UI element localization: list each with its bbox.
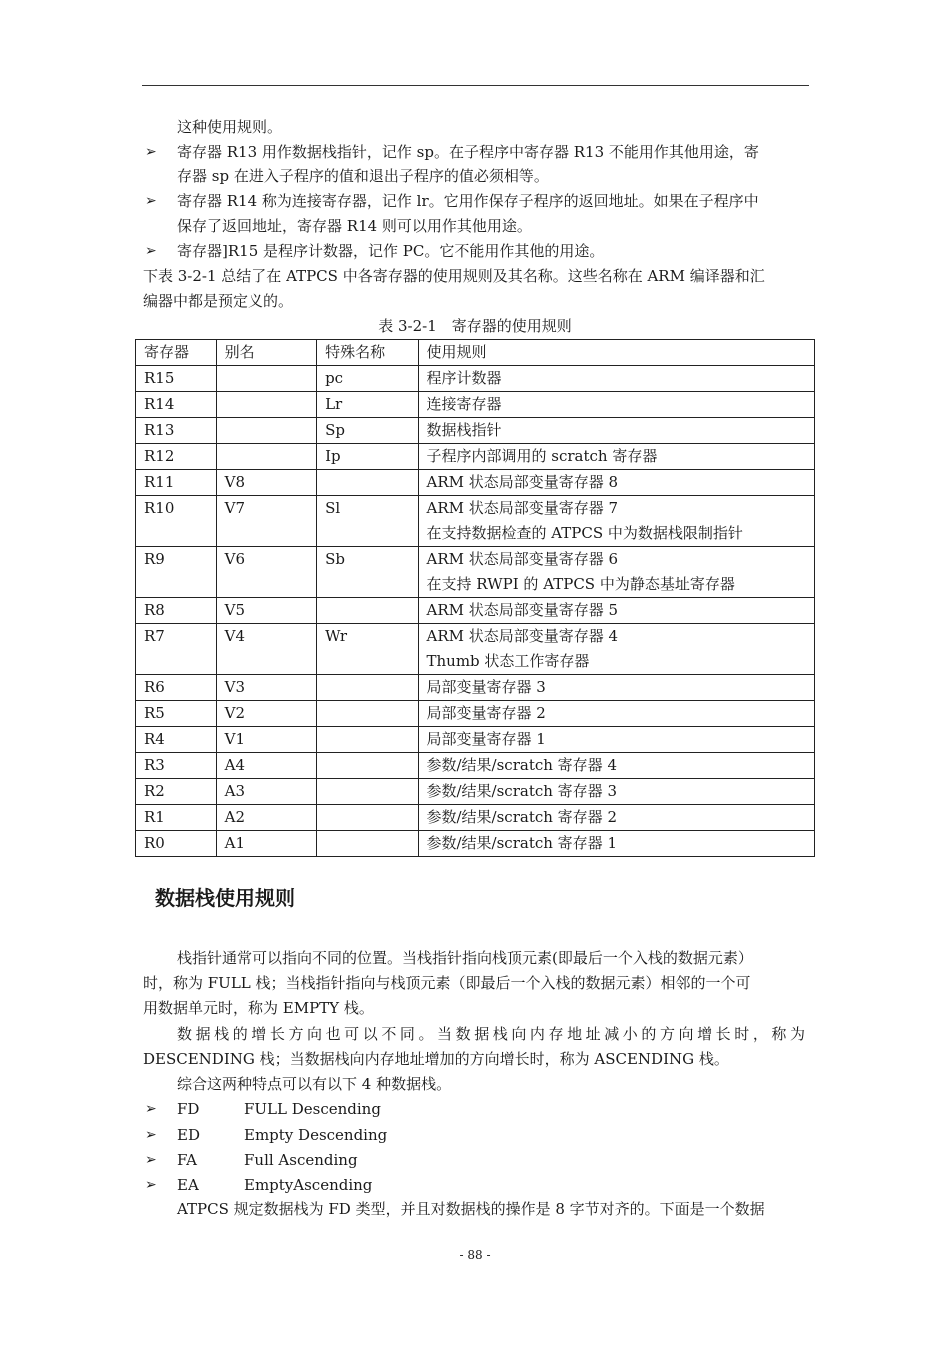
register-cell: R7 — [136, 624, 217, 675]
alias-cell: V7 — [216, 496, 316, 547]
stack-type-abbr: FD — [177, 1100, 200, 1118]
register-cell: R9 — [136, 547, 217, 598]
table-row — [136, 831, 815, 857]
para2-line1: 数据栈的增长方向也可以不同。当数据栈向内存地址减小的方向增长时，称为 — [177, 1025, 805, 1043]
bullet-r14-line1: 寄存器 R14 称为连接寄存器，记作 lr。它用作保存子程序的返回地址。如果在子程序中 — [177, 192, 759, 210]
bullet-arrow-icon: ➢ — [145, 1177, 157, 1193]
stack-type-name: FULL Descending — [244, 1100, 381, 1118]
usage-line-2: 在支持 RWPI 的 ATPCS 中为静态基址寄存器 — [426, 575, 735, 593]
para2-line2: DESCENDING 栈；当数据栈向内存地址增加的方向增长时，称为 ASCENDING 栈。 — [143, 1050, 729, 1068]
usage-line: 局部变量寄存器 1 — [426, 730, 546, 748]
summary-line1: 下表 3-2-1 总结了在 ATPCS 中各寄存器的使用规则及其名称。这些名称在 ARM 编译器和汇 — [143, 267, 765, 285]
bullet-arrow-icon: ➢ — [145, 1101, 157, 1117]
table-header-row — [136, 340, 815, 366]
table-row — [136, 418, 815, 444]
table-row — [136, 753, 815, 779]
special-name-cell — [317, 779, 418, 805]
table-row — [136, 624, 815, 675]
bullet-arrow-icon: ➢ — [145, 1127, 157, 1143]
register-cell: R3 — [136, 753, 217, 779]
usage-cell — [418, 444, 815, 470]
table-row — [136, 779, 815, 805]
table-row — [136, 496, 815, 547]
para1-line3: 用数据单元时，称为 EMPTY 栈。 — [143, 999, 374, 1017]
table-row — [136, 392, 815, 418]
special-name-cell: pc — [317, 366, 418, 392]
alias-cell: V6 — [216, 547, 316, 598]
para3: 综合这两种特点可以有以下 4 种数据栈。 — [177, 1075, 452, 1093]
register-cell: R15 — [136, 366, 217, 392]
header-cell: 特殊名称 — [317, 340, 418, 366]
special-name-cell — [317, 701, 418, 727]
usage-line: 参数/结果/scratch 寄存器 4 — [426, 756, 617, 774]
alias-cell: A2 — [216, 805, 316, 831]
usage-line: 连接寄存器 — [426, 395, 502, 413]
alias-cell — [216, 366, 316, 392]
header-cell: 使用规则 — [418, 340, 815, 366]
stack-type-name: Empty Descending — [244, 1126, 388, 1144]
usage-cell — [418, 418, 815, 444]
usage-cell — [418, 779, 815, 805]
para4: ATPCS 规定数据栈为 FD 类型，并且对数据栈的操作是 8 字节对齐的。下面是一个数据 — [177, 1200, 765, 1218]
usage-line: 参数/结果/scratch 寄存器 1 — [426, 834, 617, 852]
table-row — [136, 444, 815, 470]
para1-line1: 栈指针通常可以指向不同的位置。当栈指针指向栈顶元素(即最后一个入栈的数据元素） — [177, 949, 753, 967]
alias-cell: V8 — [216, 470, 316, 496]
special-name-cell — [317, 831, 418, 857]
table-row — [136, 598, 815, 624]
special-name-cell — [317, 470, 418, 496]
special-name-cell — [317, 753, 418, 779]
table-row — [136, 366, 815, 392]
alias-cell: A3 — [216, 779, 316, 805]
stack-type-name: EmptyAscending — [244, 1176, 373, 1194]
bullet-r14-line2: 保存了返回地址，寄存器 R14 则可以用作其他用途。 — [177, 217, 532, 235]
usage-cell — [418, 675, 815, 701]
usage-line: 子程序内部调用的 scratch 寄存器 — [426, 447, 658, 465]
bullet-r15-line1: 寄存器]R15 是程序计数器，记作 PC。它不能用作其他的用途。 — [177, 242, 605, 260]
table-row — [136, 470, 815, 496]
usage-line: ARM 状态局部变量寄存器 6 — [426, 550, 619, 568]
alias-cell — [216, 444, 316, 470]
bullet-arrow-icon: ➢ — [145, 243, 157, 259]
alias-cell: V2 — [216, 701, 316, 727]
register-cell: R0 — [136, 831, 217, 857]
usage-line: 数据栈指针 — [426, 421, 502, 439]
stack-type-abbr: ED — [177, 1126, 200, 1144]
special-name-cell: Lr — [317, 392, 418, 418]
usage-line: 程序计数器 — [426, 369, 502, 387]
special-name-cell — [317, 598, 418, 624]
summary-line2: 编器中都是预定义的。 — [143, 292, 294, 310]
header-cell: 别名 — [216, 340, 316, 366]
register-cell: R1 — [136, 805, 217, 831]
alias-cell: V4 — [216, 624, 316, 675]
intro-line: 这种使用规则。 — [177, 118, 283, 136]
header-cell: 寄存器 — [136, 340, 217, 366]
alias-cell: V5 — [216, 598, 316, 624]
register-cell: R12 — [136, 444, 217, 470]
usage-line: 参数/结果/scratch 寄存器 3 — [426, 782, 617, 800]
usage-cell — [418, 470, 815, 496]
usage-cell — [418, 547, 815, 598]
para1-line2: 时，称为 FULL 栈；当栈指针指向与栈顶元素（即最后一个入栈的数据元素）相邻的一个可 — [143, 974, 751, 992]
bullet-arrow-icon: ➢ — [145, 1152, 157, 1168]
usage-cell — [418, 727, 815, 753]
usage-cell — [418, 496, 815, 547]
table-row — [136, 805, 815, 831]
register-cell: R11 — [136, 470, 217, 496]
register-cell: R6 — [136, 675, 217, 701]
bullet-r13-line2: 存器 sp 在进入子程序的值和退出子程序的值必须相等。 — [177, 167, 549, 185]
usage-line: ARM 状态局部变量寄存器 4 — [426, 627, 619, 645]
usage-line: 局部变量寄存器 3 — [426, 678, 546, 696]
bullet-arrow-icon: ➢ — [145, 144, 157, 160]
stack-type-abbr: EA — [177, 1176, 199, 1194]
special-name-cell: Sb — [317, 547, 418, 598]
usage-line-2: 在支持数据检查的 ATPCS 中为数据栈限制指针 — [426, 524, 743, 542]
section-heading: 数据栈使用规则 — [155, 886, 295, 910]
table-caption: 表 3-2-1 寄存器的使用规则 — [378, 317, 572, 335]
special-name-cell: Wr — [317, 624, 418, 675]
alias-cell — [216, 392, 316, 418]
usage-cell — [418, 624, 815, 675]
register-cell: R2 — [136, 779, 217, 805]
alias-cell: A1 — [216, 831, 316, 857]
usage-line: ARM 状态局部变量寄存器 5 — [426, 601, 619, 619]
special-name-cell: Sp — [317, 418, 418, 444]
special-name-cell — [317, 805, 418, 831]
table-row — [136, 675, 815, 701]
register-table — [135, 339, 815, 857]
usage-cell — [418, 831, 815, 857]
table-row — [136, 727, 815, 753]
usage-line: ARM 状态局部变量寄存器 7 — [426, 499, 619, 517]
stack-type-name: Full Ascending — [244, 1151, 358, 1169]
special-name-cell — [317, 727, 418, 753]
special-name-cell — [317, 675, 418, 701]
alias-cell: V3 — [216, 675, 316, 701]
usage-cell — [418, 366, 815, 392]
table-row — [136, 701, 815, 727]
stack-type-abbr: FA — [177, 1151, 197, 1169]
header-rule — [142, 85, 809, 86]
page-number: - 88 - — [459, 1248, 491, 1262]
usage-cell — [418, 753, 815, 779]
usage-cell — [418, 598, 815, 624]
usage-line: 参数/结果/scratch 寄存器 2 — [426, 808, 617, 826]
usage-line-2: Thumb 状态工作寄存器 — [426, 652, 590, 670]
register-cell: R4 — [136, 727, 217, 753]
special-name-cell: Ip — [317, 444, 418, 470]
usage-cell — [418, 701, 815, 727]
alias-cell: A4 — [216, 753, 316, 779]
usage-cell — [418, 392, 815, 418]
register-cell: R10 — [136, 496, 217, 547]
register-cell: R5 — [136, 701, 217, 727]
bullet-r13-line1: 寄存器 R13 用作数据栈指针，记作 sp。在子程序中寄存器 R13 不能用作其他用途，寄 — [177, 143, 759, 161]
register-cell: R14 — [136, 392, 217, 418]
special-name-cell: Sl — [317, 496, 418, 547]
bullet-arrow-icon: ➢ — [145, 193, 157, 209]
register-cell: R8 — [136, 598, 217, 624]
usage-line: 局部变量寄存器 2 — [426, 704, 546, 722]
table-row — [136, 547, 815, 598]
alias-cell — [216, 418, 316, 444]
usage-cell — [418, 805, 815, 831]
usage-line: ARM 状态局部变量寄存器 8 — [426, 473, 619, 491]
register-cell: R13 — [136, 418, 217, 444]
alias-cell: V1 — [216, 727, 316, 753]
